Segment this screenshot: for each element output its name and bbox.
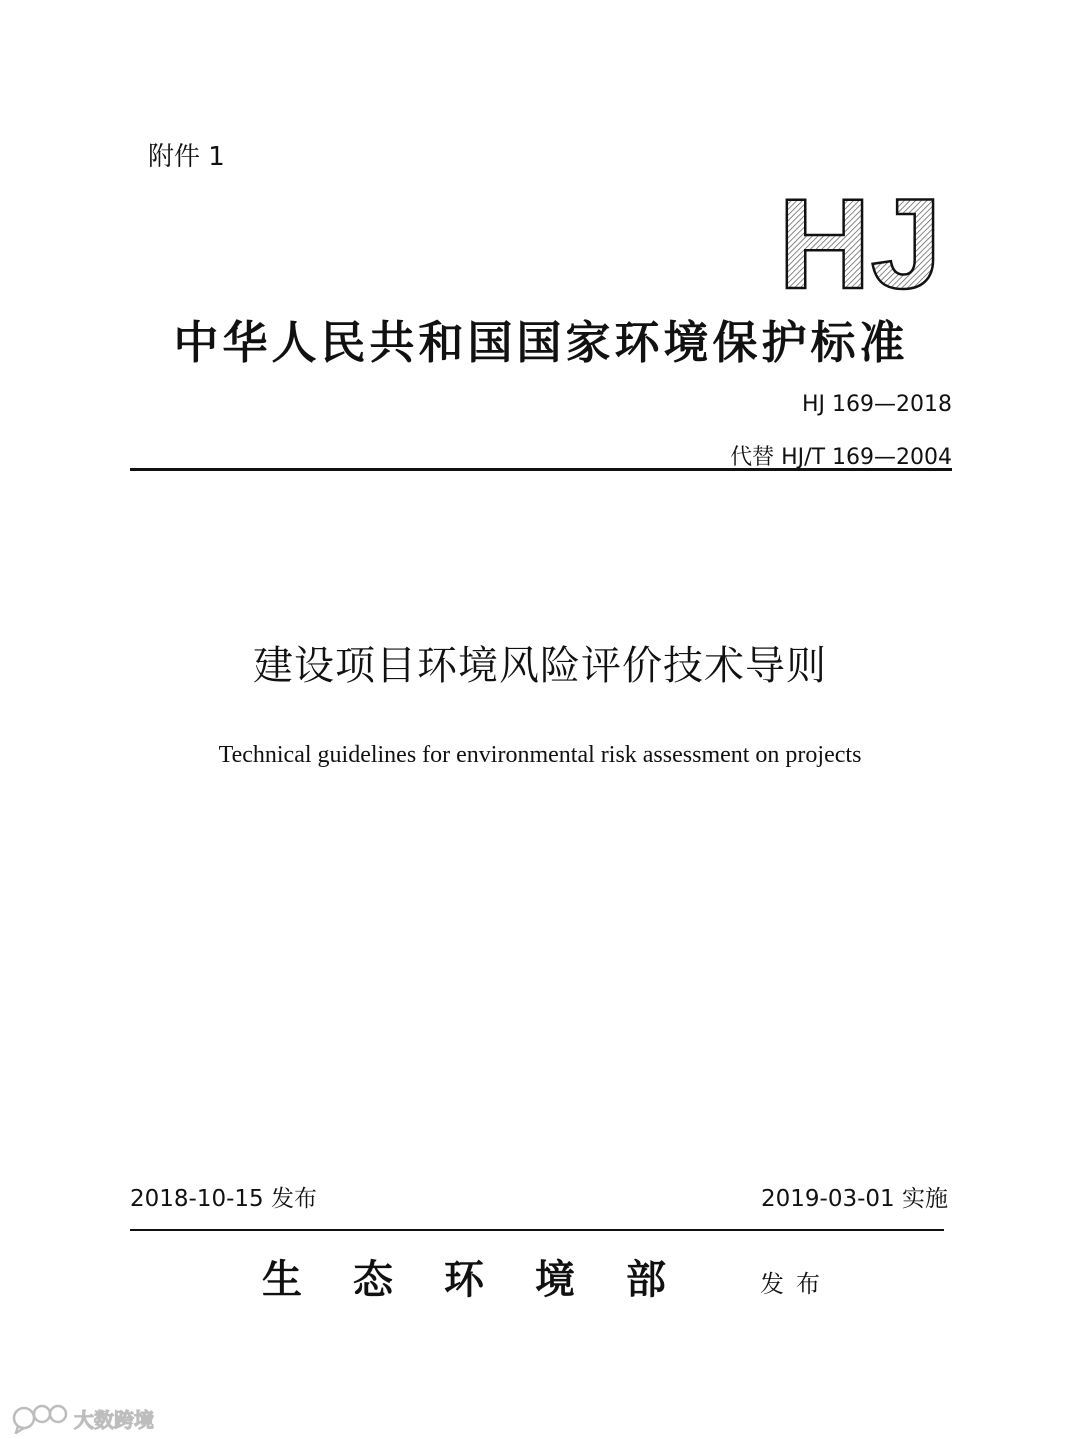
effective-date: 2019-03-01 实施 — [761, 1186, 948, 1212]
hj-logo-text: HJ — [778, 186, 942, 296]
issue-date: 2018-10-15 发布 — [130, 1186, 317, 1212]
document-title-cn: 建设项目环境风险评价技术导则 — [253, 643, 827, 689]
replaced-standard: 代替 HJ/T 169—2004 — [730, 445, 952, 470]
attachment-label: 附件 1 — [148, 142, 225, 172]
header-rule — [130, 468, 952, 471]
issuer: 生态环境部 — [262, 1256, 717, 1303]
watermark — [12, 1402, 154, 1434]
watermark-text: 大数跨境 — [74, 1407, 154, 1432]
hj-logo — [760, 186, 960, 296]
standard-number: HJ 169—2018 — [801, 392, 952, 417]
speech-bubble-logo-icon — [12, 1402, 70, 1434]
footer-rule — [130, 1229, 944, 1231]
issuer-suffix: 发布 — [760, 1270, 832, 1298]
standard-title: 中华人民共和国国家环境保护标准 — [173, 316, 909, 369]
document-title-en: Technical guidelines for environmental risk assessment on projects — [218, 742, 862, 768]
